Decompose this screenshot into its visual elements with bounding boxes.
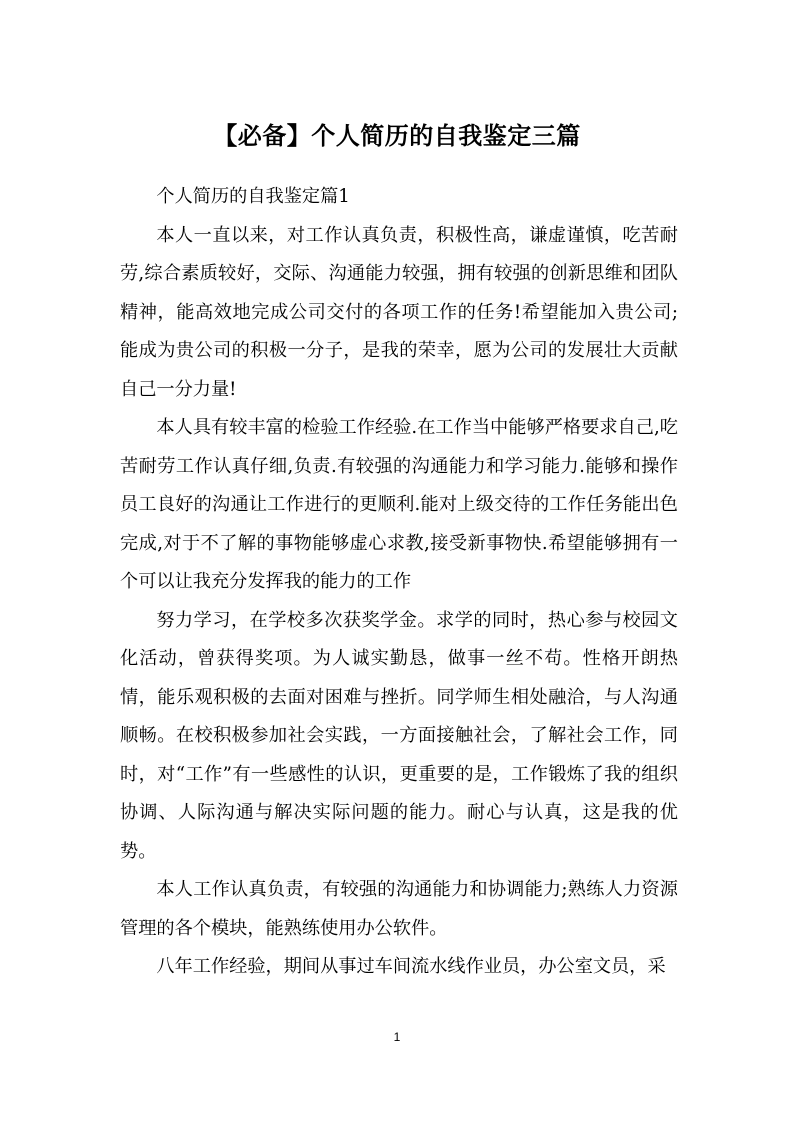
paragraph: 本人一直以来，对工作认真负责，积极性高，谦虚谨慎，吃苦耐劳,综合素质较好，交际、沟通能力较强，拥有较强的创新思维和团队精神，能高效地完成公司交付的各项工作的任务!希望能加入贵公司;能成为贵公司的积极一分子，是我的荣幸，愿为公司的发展壮大贡献自己一分力量! — [120, 224, 678, 400]
document-body — [120, 178, 678, 987]
section-heading: 个人简历的自我鉴定篇1 — [156, 186, 350, 207]
page-number: 1 — [393, 1030, 401, 1044]
paragraph: 本人具有较丰富的检验工作经验.在工作当中能够严格要求自己,吃苦耐劳工作认真仔细,负责.有较强的沟通能力和学习能力.能够和操作员工良好的沟通让工作进行的更顺利.能对上级交待的工作任务能出色完成,对于不了解的事物能够虚心求教,接受新事物快.希望能够拥有一个可以让我充分发挥我的能力的工作 — [120, 417, 678, 592]
document-title: 【必备】个人简历的自我鉴定三篇 — [213, 122, 581, 150]
paragraph: 本人工作认真负责，有较强的沟通能力和协调能力;熟练人力资源管理的各个模块，能熟练使用办公软件。 — [120, 879, 678, 939]
paragraph: 努力学习，在学校多次获奖学金。求学的同时，热心参与校园文化活动，曾获得奖项。为人诚实勤恳，做事一丝不苟。性格开朗热情，能乐观积极的去面对困难与挫折。同学师生相处融洽，与人沟通顺畅。在校积极参加社会实践，一方面接触社会，了解社会工作，同时，对“工作”有一些感性的认识，更重要的是，工作锻炼了我的组织协调、人际沟通与解决实际问题的能力。耐心与认真，这是我的优势。 — [120, 609, 678, 862]
paragraph: 八年工作经验，期间从事过车间流水线作业员，办公室文员，采 — [156, 956, 666, 977]
